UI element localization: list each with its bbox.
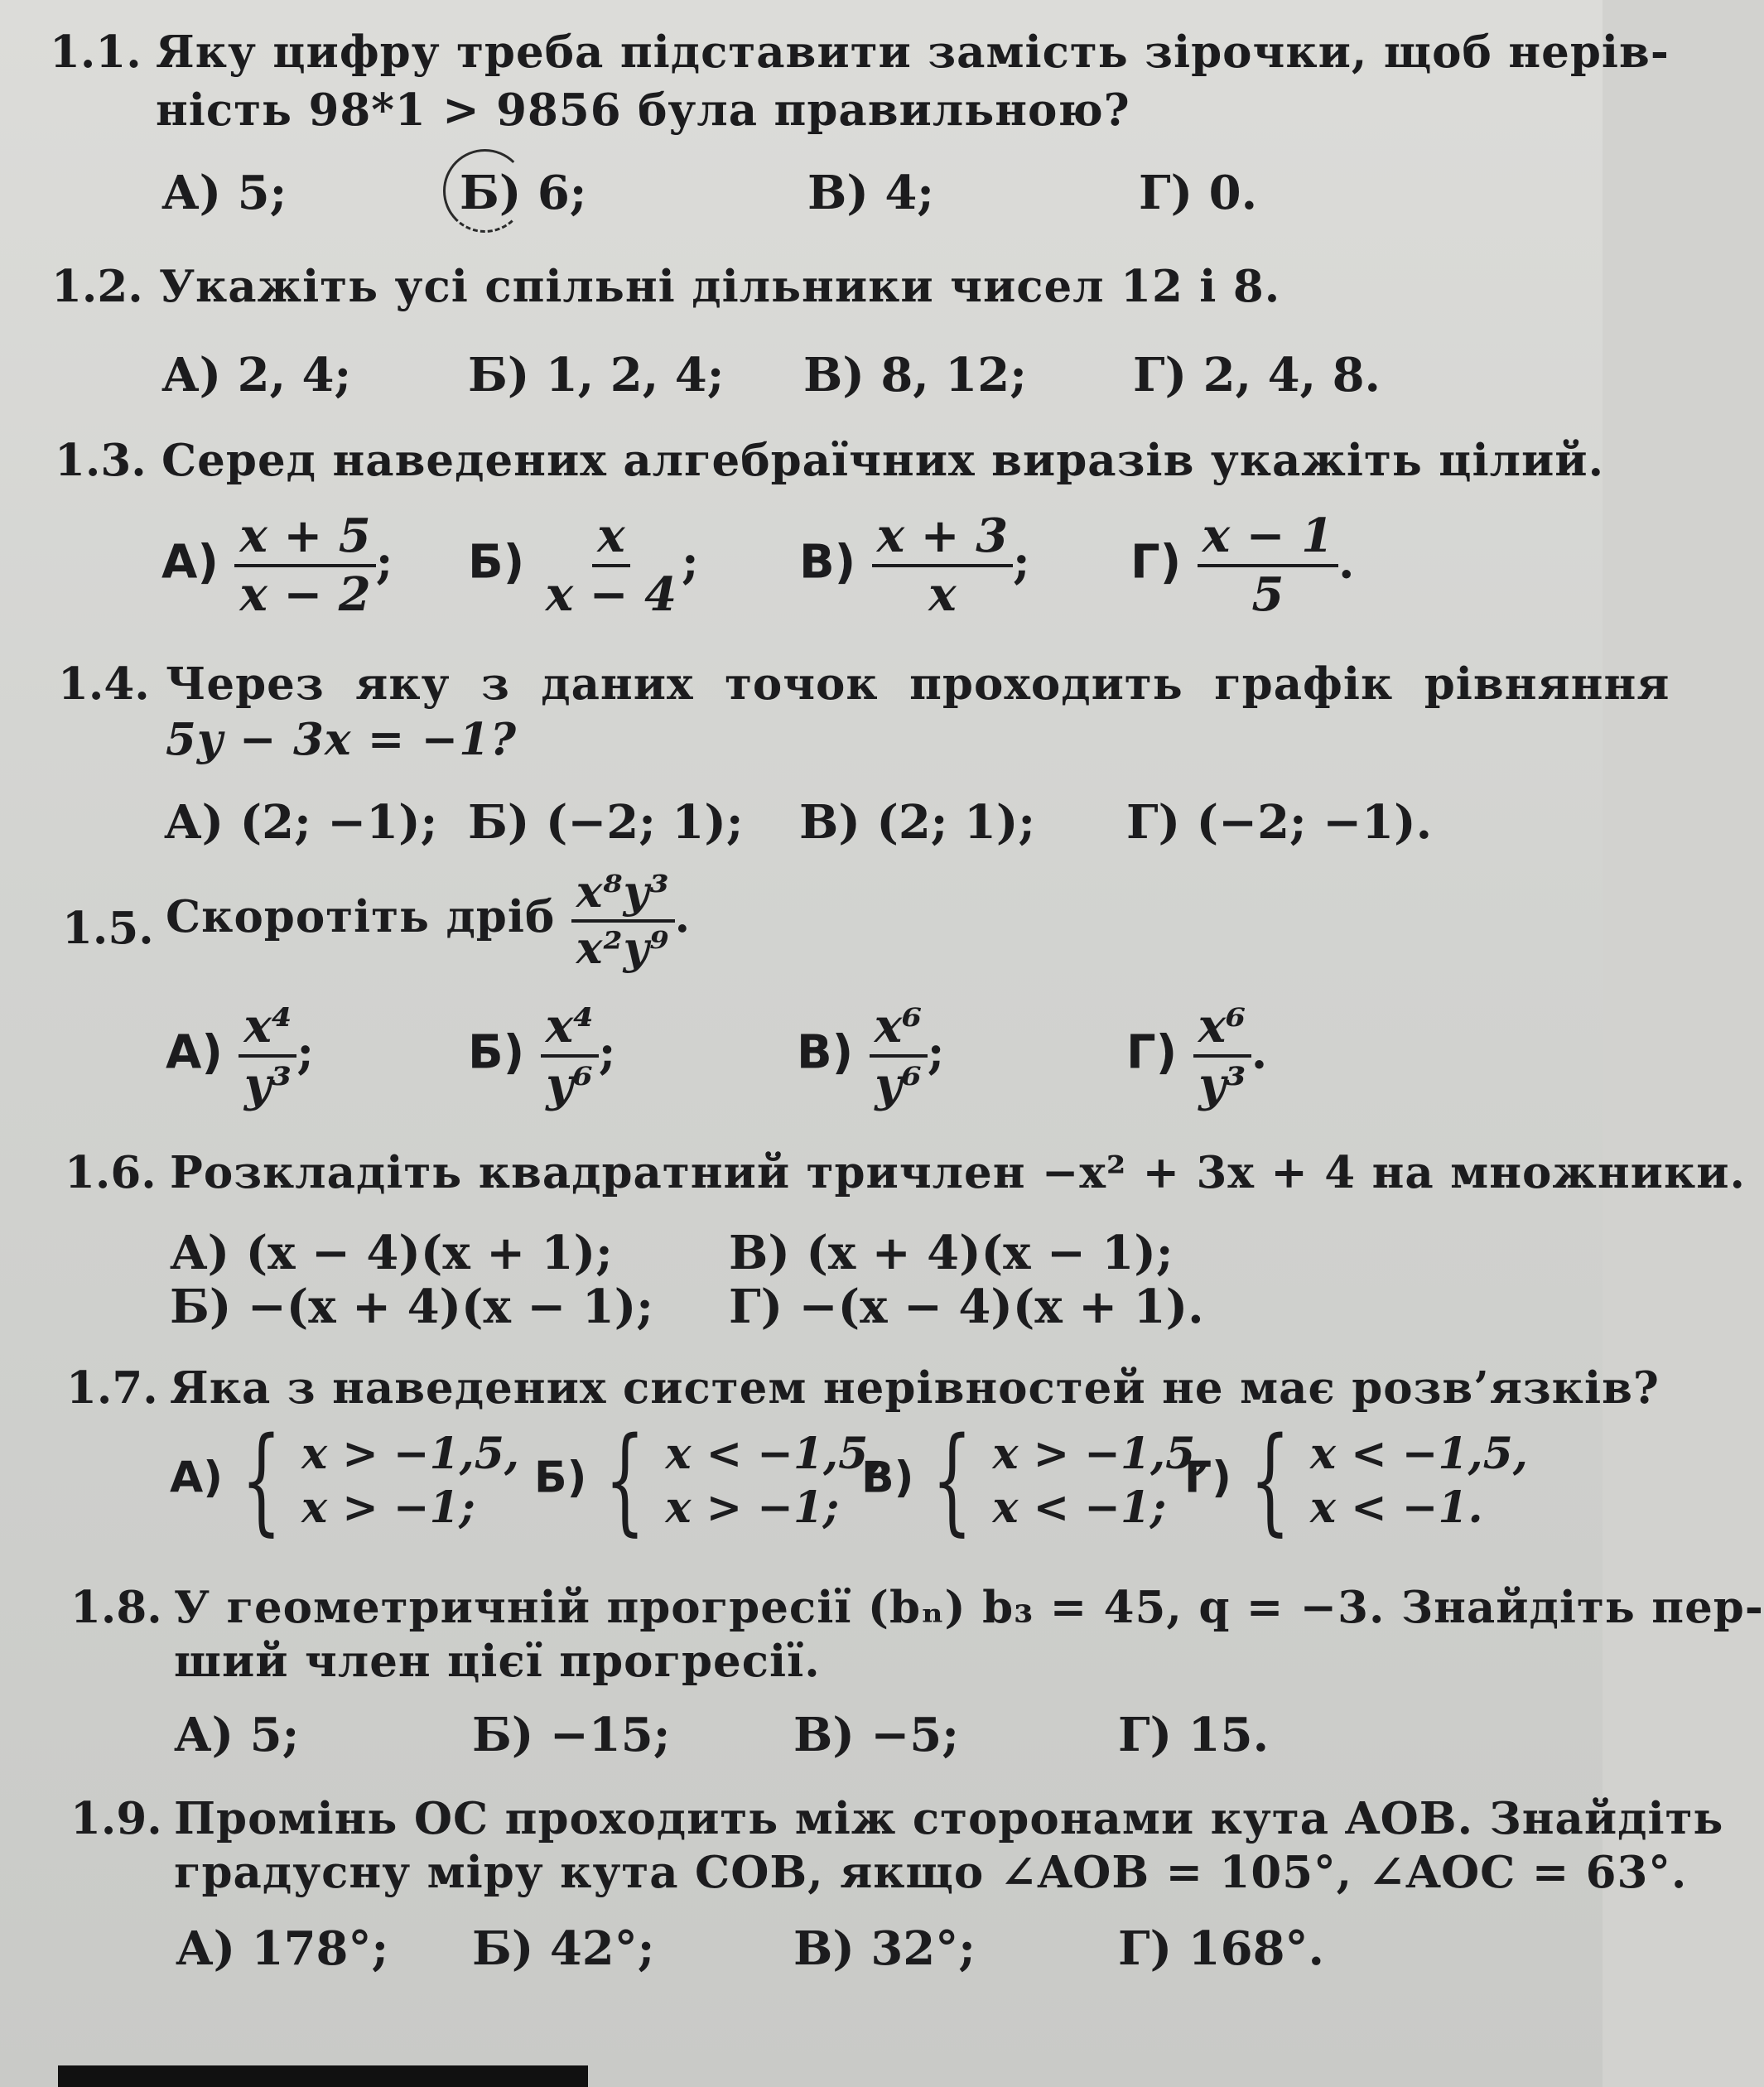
option-a[interactable]: А) (x − 4)(x + 1);	[170, 1226, 613, 1280]
fraction: $\frac{\text{x⁴}}{\text{y⁶}}$	[541, 1002, 599, 1110]
inequality-system: x > −1,5, x > −1;	[301, 1429, 520, 1533]
question-line-1: У геометричній прогресії (bₙ) b₃ = 45, q = −3. Знайдіть пер-	[174, 1582, 1764, 1633]
option-d[interactable]: Г) $\frac{\text{x⁶}}{\text{y³}}$ .	[1126, 999, 1268, 1112]
question-line-1: Яку цифру треба підставити замість зірочки, щоб нерів-	[156, 27, 1670, 78]
pencil-circle-mark	[443, 149, 527, 233]
page-bottom-bar	[58, 2065, 588, 2087]
option-b[interactable]: Б) 6;	[460, 166, 587, 220]
option-b[interactable]: Б) $\frac{x}{x - 4}$ ;	[468, 508, 699, 622]
option-b[interactable]: Б) −15;	[472, 1708, 671, 1762]
fraction: $\frac{x + 5}{x - 2}$	[234, 512, 375, 619]
option-c[interactable]: В) 32°;	[793, 1921, 976, 1976]
option-d[interactable]: Г) $\frac{x - 1}{5}$ .	[1130, 508, 1355, 622]
option-c[interactable]: В) 8, 12;	[803, 348, 1027, 402]
inequality-system: x > −1,5, x < −1;	[992, 1429, 1211, 1533]
option-b[interactable]: Б) 1, 2, 4;	[468, 348, 725, 402]
question-line-2: ший член цієї прогресії.	[174, 1636, 821, 1687]
question-line-2: градусну міру кута COB, якщо ∠AOB = 105°, ∠AOC = 63°.	[174, 1847, 1688, 1898]
question-line-1: Промінь OC проходить між сторонами кута AOB. Знайдіть	[174, 1793, 1724, 1844]
question-line-1: Розкладіть квадратний тричлен −x² + 3x + 4 на множники.	[170, 1147, 1747, 1198]
fraction: $\frac{\text{x⁸y³}}{\text{x²y⁹}}$	[571, 870, 675, 971]
left-brace: {	[605, 1413, 646, 1548]
option-b[interactable]: Б) (−2; 1);	[468, 795, 744, 850]
task-number: 1.8.	[70, 1582, 162, 1633]
option-c[interactable]: В) $\frac{\text{x⁶}}{\text{y⁶}}$ ;	[797, 999, 945, 1112]
fraction: $\frac{\text{x⁶}}{\text{y³}}$	[1193, 1002, 1251, 1110]
option-c[interactable]: В) (x + 4)(x − 1);	[729, 1226, 1174, 1280]
option-a[interactable]: А) 2, 4;	[161, 348, 352, 402]
option-c[interactable]: В) −5;	[793, 1708, 959, 1762]
task-number: 1.5.	[62, 903, 154, 954]
task-number: 1.6.	[65, 1147, 157, 1198]
option-c[interactable]: В) (2; 1);	[799, 795, 1036, 850]
option-c[interactable]: В) { x > −1,5, x < −1;	[861, 1413, 1211, 1548]
option-d[interactable]: Г) 15.	[1118, 1708, 1270, 1762]
question-line-1: Серед наведених алгебраїчних виразів укажіть цілий.	[161, 435, 1605, 486]
task-number: 1.9.	[70, 1793, 162, 1844]
question-line-1: Скоротіть дріб $\frac{\text{x⁸y³}}{\text{x²y⁹}}$ .	[166, 866, 692, 974]
option-d[interactable]: Г) 2, 4, 8.	[1133, 348, 1381, 402]
option-b[interactable]: Б) −(x + 4)(x − 1);	[170, 1280, 653, 1334]
fraction: $\frac{x - 1}{5}$	[1198, 512, 1338, 619]
inequality-system: x < −1,5, x > −1;	[665, 1429, 884, 1533]
question-line-1: Яка з наведених систем нерівностей не має розв’язків?	[170, 1362, 1660, 1414]
fraction: $\frac{\text{x⁶}}{\text{y⁶}}$	[870, 1002, 928, 1110]
option-b[interactable]: Б) { x < −1,5, x > −1;	[534, 1413, 884, 1548]
option-a[interactable]: А) (2; −1);	[164, 795, 438, 850]
option-d[interactable]: Г) 168°.	[1118, 1921, 1325, 1976]
task-number: 1.1.	[50, 27, 142, 78]
task-number: 1.3.	[55, 435, 147, 486]
option-a[interactable]: А) $\frac{x + 5}{x - 2}$ ;	[161, 508, 393, 622]
task-number: 1.2.	[51, 261, 143, 312]
option-d[interactable]: Г) { x < −1,5, x < −1.	[1184, 1413, 1528, 1548]
option-b[interactable]: Б) 42°;	[472, 1921, 655, 1976]
fraction: $\frac{x + 3}{x}$	[872, 512, 1013, 619]
question-line-1: Через яку з даних точок проходить графік рівняння	[166, 658, 1670, 710]
option-a[interactable]: А) { x > −1,5, x > −1;	[170, 1413, 520, 1548]
option-d[interactable]: Г) (−2; −1).	[1126, 795, 1433, 850]
left-brace: {	[932, 1413, 973, 1548]
option-d[interactable]: Г) 0.	[1139, 166, 1258, 220]
option-b[interactable]: Б) $\frac{\text{x⁴}}{\text{y⁶}}$ ;	[468, 999, 616, 1112]
option-c[interactable]: В) $\frac{x + 3}{x}$ ;	[799, 508, 1030, 622]
option-a[interactable]: А) $\frac{\text{x⁴}}{\text{y³}}$ ;	[166, 999, 315, 1112]
left-brace: {	[1249, 1413, 1290, 1548]
task-number: 1.7.	[66, 1362, 158, 1414]
option-a[interactable]: А) 178°;	[176, 1921, 389, 1976]
question-line-2: ність 98*1 > 9856 була правильною?	[156, 84, 1130, 136]
question-line-1: Укажіть усі спільні дільники чисел 12 і 8.	[159, 261, 1281, 312]
inequality-system: x < −1,5, x < −1.	[1309, 1429, 1528, 1533]
option-d[interactable]: Г) −(x − 4)(x + 1).	[729, 1280, 1204, 1334]
task-number: 1.4.	[58, 658, 150, 710]
fraction: $\frac{x}{x - 4}$	[545, 508, 677, 622]
option-a[interactable]: А) 5;	[161, 166, 287, 220]
option-a[interactable]: А) 5;	[174, 1708, 300, 1762]
option-c[interactable]: В) 4;	[807, 166, 934, 220]
fraction: $\frac{\text{x⁴}}{\text{y³}}$	[239, 1002, 296, 1110]
question-line-2: 5y − 3x = −1?	[166, 714, 518, 765]
left-brace: {	[241, 1413, 282, 1548]
